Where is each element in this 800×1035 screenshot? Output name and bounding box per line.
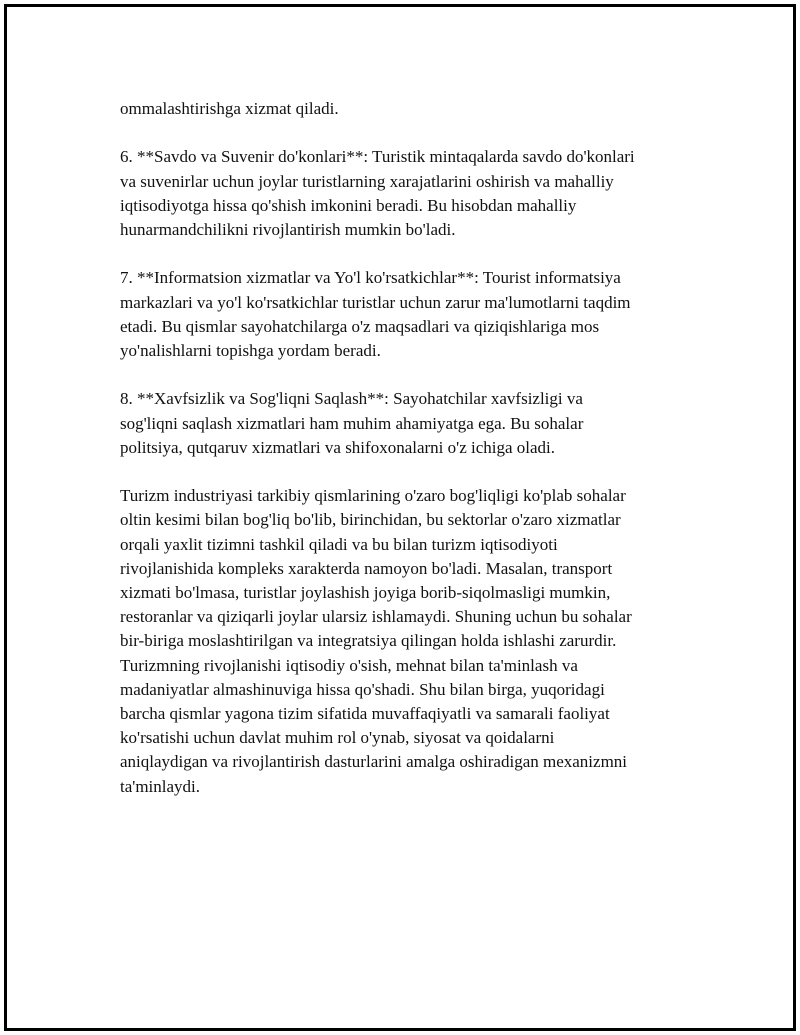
text-line: 6. **Savdo va Suvenir do'konlari**: Turistik mintaqalarda savdo do'konlari [120, 147, 635, 167]
text-line: orqali yaxlit tizimni tashkil qiladi va bu bilan turizm iqtisodiyoti [120, 534, 558, 554]
text-line: iqtisodiyotga hissa qo'shish imkonini beradi. Bu hisobdan mahalliy [120, 195, 577, 215]
text-line: ko'rsatishi uchun davlat muhim rol o'ynab, siyosat va qoidalarni [120, 728, 555, 748]
text-line: markazlari va yo'l ko'rsatkichlar turistlar uchun zarur ma'lumotlarni taqdim [120, 292, 631, 312]
paragraph-item-8 [120, 387, 690, 460]
text-line: va suvenirlar uchun joylar turistlarning xarajatlarini oshirish va mahalliy [120, 171, 614, 191]
text-line: Turizmning rivojlanishi iqtisodiy o'sish, mehnat bilan ta'minlash va [120, 655, 578, 675]
text-line: restoranlar va qiziqarli joylar ularsiz ishlamaydi. Shuning uchun bu sohalar [120, 607, 632, 627]
text-line: madaniyatlar almashinuviga hissa qo'shadi. Shu bilan birga, yuqoridagi [120, 679, 605, 699]
text-line: 7. **Informatsion xizmatlar va Yo'l ko'rsatkichlar**: Tourist informatsiya [120, 268, 621, 288]
text-line: xizmati bo'lmasa, turistlar joylashish joyiga borib-siqolmasligi mumkin, [120, 583, 611, 602]
text-line: rivojlanishida kompleks xarakterda namoyon bo'ladi. Masalan, transport [120, 558, 613, 578]
paragraph-continuation [120, 97, 690, 121]
text-line: bir-biriga moslashtirilgan va integratsiya qilingan holda ishlashi zarurdir. [120, 631, 617, 651]
text-line: oltin kesimi bilan bog'liq bo'lib, birinchidan, bu sektorlar o'zaro xizmatlar [120, 510, 621, 530]
paragraph-summary [120, 484, 690, 799]
text-line: yo'nalishlarni topishga yordam beradi. [120, 341, 381, 360]
text-line: ommalashtirishga xizmat qiladi. [120, 99, 339, 118]
text-line: sog'liqni saqlash xizmatlari ham muhim ahamiyatga ega. Bu sohalar [120, 413, 584, 433]
text-line: barcha qismlar yagona tizim sifatida muvaffaqiyatli va samarali faoliyat [120, 704, 610, 724]
document-body [120, 97, 690, 823]
text-line: ta'minlaydi. [120, 776, 201, 796]
page-frame [4, 4, 796, 1031]
text-line: politsiya, qutqaruv xizmatlari va shifoxonalarni o'z ichiga oladi. [120, 437, 556, 457]
text-line: hunarmandchilikni rivojlantirish mumkin bo'ladi. [120, 220, 456, 239]
text-line: Turizm industriyasi tarkibiy qismlarining o'zaro bog'liqligi ko'plab sohalar [120, 486, 626, 506]
paragraph-item-6 [120, 145, 690, 242]
paragraph-item-7 [120, 266, 690, 363]
text-line: etadi. Bu qismlar sayohatchilarga o'z maqsadlari va qiziqishlariga mos [120, 316, 600, 336]
text-line: aniqlaydigan va rivojlantirish dasturlarini amalga oshiradigan mexanizmni [120, 752, 628, 772]
text-line: 8. **Xavfsizlik va Sog'liqni Saqlash**: Sayohatchilar xavfsizligi va [120, 389, 583, 409]
